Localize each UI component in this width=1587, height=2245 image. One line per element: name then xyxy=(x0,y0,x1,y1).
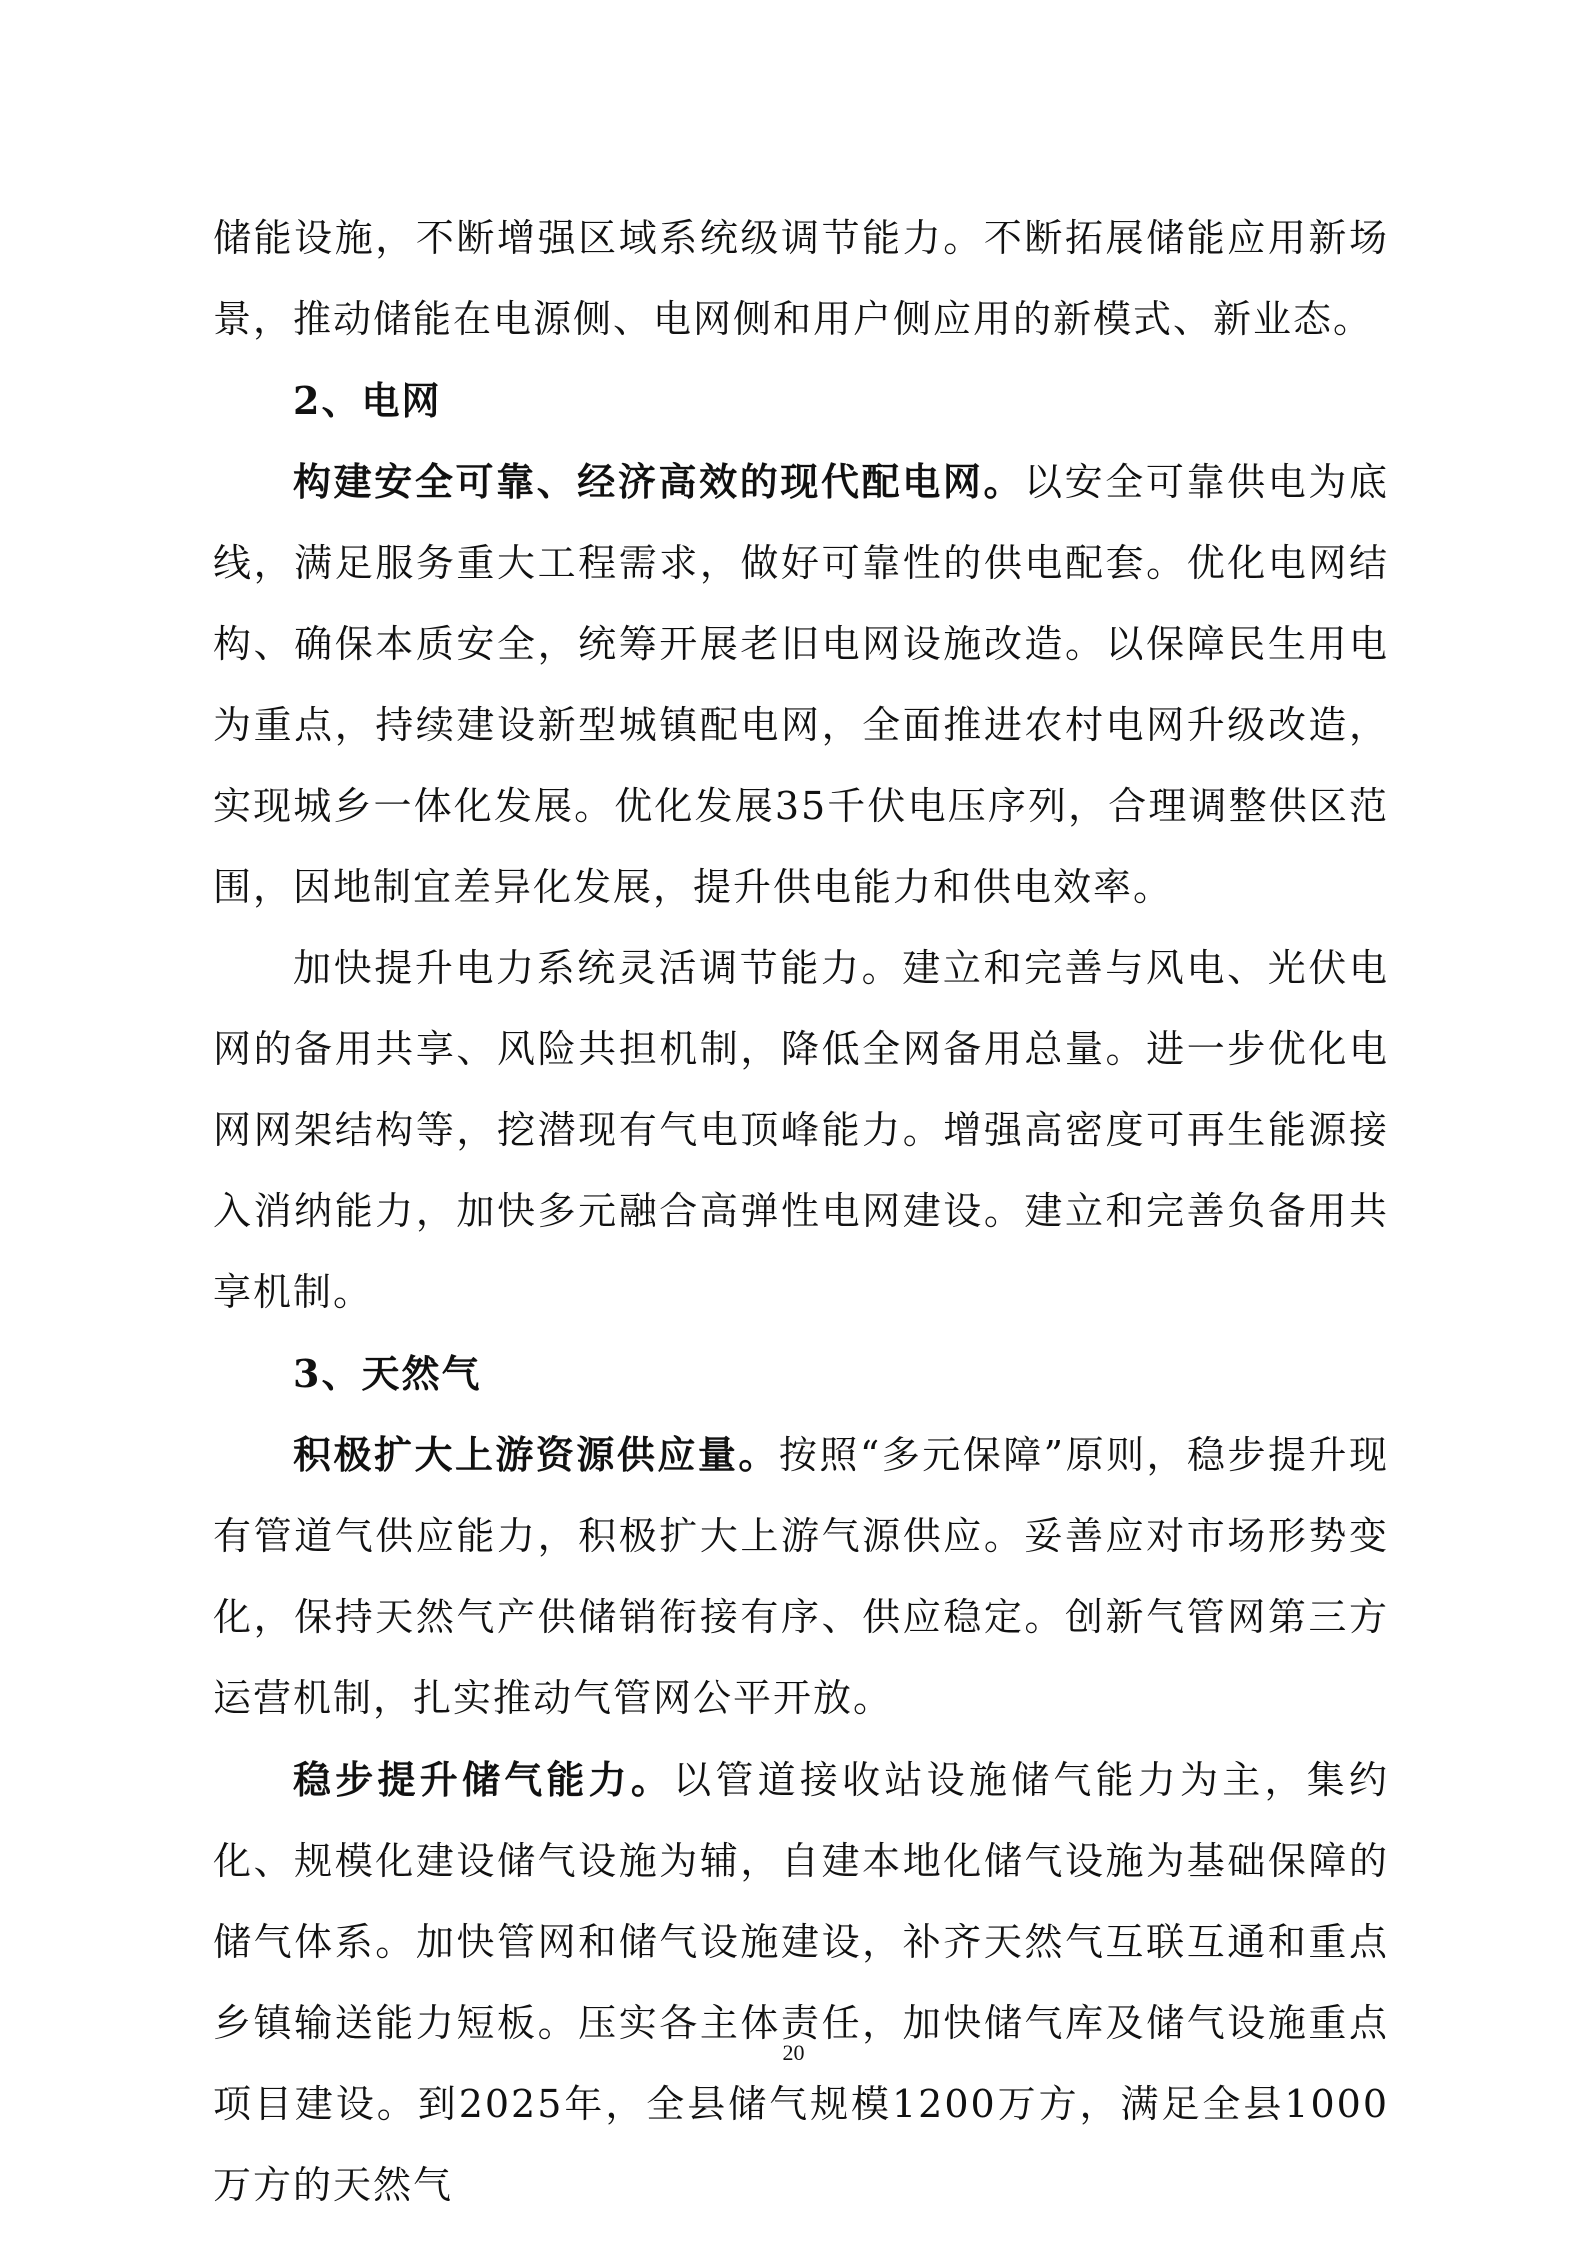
paragraph-lead: 构建安全可靠、经济高效的现代配电网。 xyxy=(293,459,1025,504)
paragraph-text: 按照“多元保障”原则，稳步提升现有管道气供应能力，积极扩大上游气源供应。妥善应对市场形势变化，保持天然气产供储销衔接有序、供应稳定。创新气管网第三方运营机制，扎实推动气管网公平开放。 xyxy=(213,1433,1389,1720)
paragraph-text: 以安全可靠供电为底线，满足服务重大工程需求，做好可靠性的供电配套。优化电网结构、确保本质安全，统筹开展老旧电网设施改造。以保障民生用电为重点，持续建设新型城镇配电网，全面推进农村电网升级改造，实现城乡一体化发展。优化发展35千伏电压序列，合理调整供区范围，因地制宜差异化发展，提升供电能力和供电效率。 xyxy=(213,460,1389,909)
paragraph-gas-storage xyxy=(213,1739,1389,2226)
page-number: 20 xyxy=(782,2040,805,2065)
paragraph-text: 储能设施，不断增强区域系统级调节能力。不断拓展储能应用新场景，推动储能在电源侧、电网侧和用户侧应用的新模式、新业态。 xyxy=(213,216,1389,341)
section-heading-power-grid: 2、电网 xyxy=(293,378,442,423)
page-content xyxy=(213,198,1389,2226)
paragraph-text: 以管道接收站设施储气能力为主，集约化、规模化建设储气设施为辅，自建本地化储气设施为基础保障的储气体系。加快管网和储气设施建设，补齐天然气互联互通和重点乡镇输送能力短板。压实各主体责任，加快储气库及储气设施重点项目建设。到2025年，全县储气规模1200万方，满足全县1000万方的天然气 xyxy=(213,1758,1389,2207)
paragraph-distribution-network xyxy=(213,441,1389,928)
paragraph-upstream-supply xyxy=(213,1414,1389,1739)
paragraph-flexible-regulation xyxy=(213,928,1389,1333)
paragraph-lead: 积极扩大上游资源供应量。 xyxy=(293,1432,779,1477)
paragraph-lead: 稳步提升储气能力。 xyxy=(293,1757,674,1802)
paragraph-text: 加快提升电力系统灵活调节能力。建立和完善与风电、光伏电网的备用共享、风险共担机制，降低全网备用总量。进一步优化电网网架结构等，挖潜现有气电顶峰能力。增强高密度可再生能源接入消纳能力，加快多元融合高弹性电网建设。建立和完善负备用共享机制。 xyxy=(213,946,1389,1314)
paragraph-storage-continued xyxy=(213,198,1389,360)
section-heading-natural-gas: 3、天然气 xyxy=(293,1351,482,1396)
